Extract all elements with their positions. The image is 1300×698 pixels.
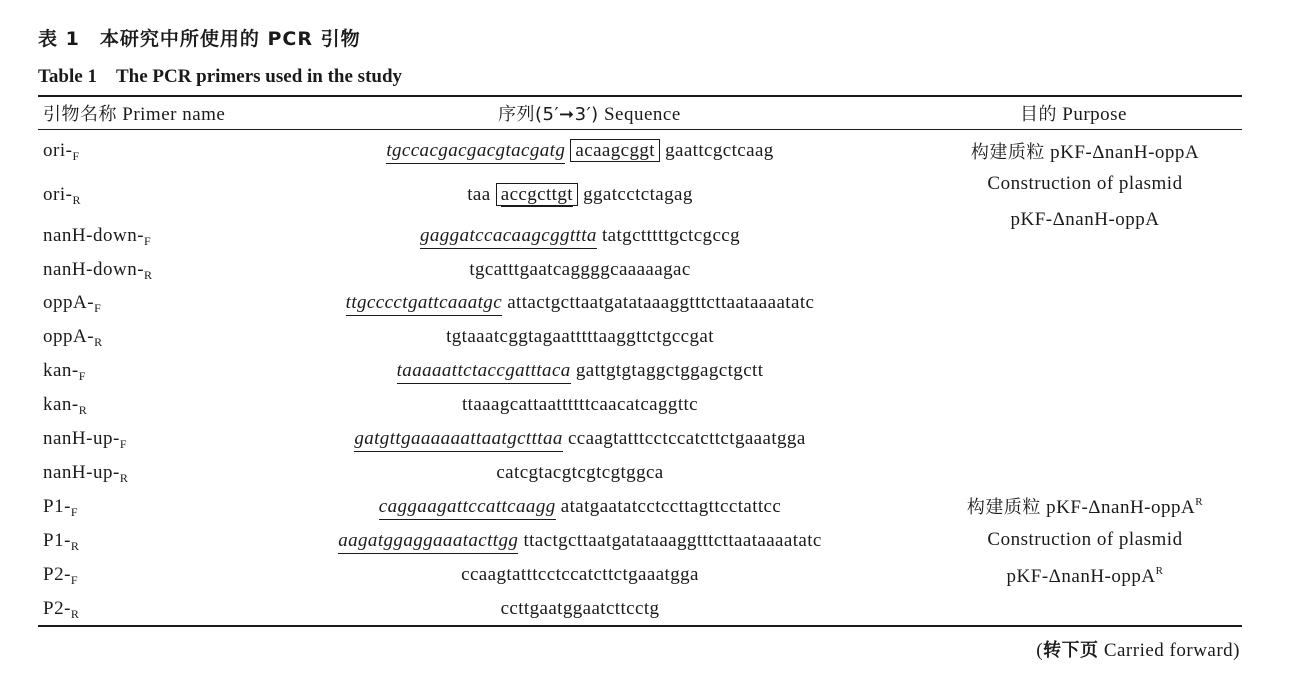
primer-direction: F	[78, 369, 86, 383]
primer-name	[43, 530, 79, 554]
primer-name	[43, 496, 78, 520]
primer-name-base: P1-	[43, 530, 71, 551]
sequence-main: tgcatttgaatcaggggcaaaaagac	[469, 259, 691, 280]
sequence-homology-arm: ttgcccctgattcaaatgc	[346, 292, 502, 316]
sequence-main: ttactgcttaatgatataaaggtttcttaataaaatatc	[523, 530, 822, 551]
continued-open-paren: (	[1036, 640, 1044, 661]
purpose-group-1-line-3: pKF-ΔnanH-oppA	[1010, 209, 1160, 230]
primer-name-base: kan-	[43, 360, 79, 381]
header-sequence	[498, 100, 681, 126]
primer-name-base: kan-	[43, 394, 79, 415]
table-bottom-rule	[38, 625, 1242, 627]
primer-sequence	[200, 428, 960, 450]
sequence-homology-arm: caggaagattccattcaagg	[379, 496, 556, 520]
primer-sequence	[200, 225, 960, 247]
primer-name-base: ori-	[43, 140, 73, 161]
primer-sequence	[200, 259, 960, 281]
primer-name	[43, 394, 87, 418]
primer-direction: F	[72, 149, 80, 163]
table-title-chinese: 表 1 本研究中所使用的 PCR 引物	[38, 28, 361, 50]
primer-name-base: nanH-up-	[43, 428, 120, 449]
primer-name	[43, 360, 86, 384]
sequence-main: ccaagtatttcctccatcttctgaaatgga	[461, 564, 699, 585]
table-header-rule	[38, 129, 1242, 130]
header-primer-name-cn: 引物名称	[43, 104, 117, 125]
purpose-group-2-line-1	[930, 493, 1240, 519]
primer-direction: F	[94, 301, 102, 315]
sequence-main: ggatcctctagag	[583, 184, 693, 205]
sequence-boxed-segment: acaagcggt	[570, 139, 660, 162]
purpose-group-1-line-1	[930, 138, 1240, 164]
sequence-main: gaattcgctcaag	[665, 140, 774, 161]
purpose-group-1-line-2: Construction of plasmid	[987, 173, 1183, 194]
primer-direction: R	[144, 268, 153, 282]
sequence-homology-arm: tgccacgacgacgtacgatg	[386, 140, 565, 164]
sequence-homology-arm: aagatggaggaaatacttgg	[338, 530, 518, 554]
primer-direction: R	[70, 607, 80, 621]
purpose-1-cn: 构建质粒	[970, 142, 1045, 163]
primer-name-base: ori-	[43, 184, 73, 205]
sequence-main: tgtaaatcggtagaatttttaaggttctgccgat	[446, 326, 714, 347]
sequence-main: attactgcttaatgatataaaggtttcttaataaaatatc	[507, 292, 815, 313]
primer-direction: F	[119, 437, 127, 451]
primer-name-base: P1-	[43, 496, 71, 517]
primer-direction: R	[94, 335, 103, 349]
header-purpose-cn: 目的	[1020, 104, 1057, 125]
purpose-group-2-line-2: Construction of plasmid	[987, 529, 1183, 550]
primer-name-base: nanH-down-	[43, 259, 145, 280]
sequence-main: catcgtacgtcgtcgtggca	[496, 462, 664, 483]
header-sequence-cn: 序列(5′➞3′)	[498, 104, 599, 125]
primer-name	[43, 184, 81, 208]
primer-name	[43, 326, 103, 350]
sequence-main: ccttgaatggaatcttcctg	[500, 598, 660, 619]
table-top-rule	[38, 95, 1242, 97]
primer-direction: F	[144, 234, 152, 248]
primer-direction: R	[78, 403, 88, 417]
sequence-main: tatgctttttgctcgccg	[601, 225, 741, 246]
purpose-1-plasmid: pKF-ΔnanH-oppA	[1050, 142, 1200, 163]
purpose-2-cn: 构建质粒	[966, 497, 1041, 518]
continued-close-paren: )	[1233, 640, 1240, 661]
header-primer-name-en: Primer name	[122, 104, 226, 125]
continued-note	[1036, 636, 1240, 662]
primer-sequence	[200, 292, 960, 314]
header-purpose	[1020, 100, 1127, 126]
purpose-2-plasmid-en: pKF-ΔnanH-oppA	[1006, 566, 1156, 587]
purpose-2-superscript-en: R	[1155, 565, 1164, 577]
primer-name	[43, 598, 79, 622]
header-purpose-en: Purpose	[1062, 104, 1127, 125]
primer-name	[43, 462, 128, 486]
primer-direction: R	[70, 539, 80, 553]
primer-name-base: P2-	[43, 598, 71, 619]
primer-sequence	[200, 394, 960, 416]
continued-en: Carried forward	[1103, 640, 1234, 661]
primer-name-base: nanH-down-	[43, 225, 145, 246]
sequence-prefix: taa	[467, 184, 491, 205]
primer-name	[43, 428, 127, 452]
continued-cn: 转下页	[1043, 640, 1099, 661]
primer-name	[43, 225, 151, 249]
primer-name-base: oppA-	[43, 326, 95, 347]
purpose-group-2-line-3	[930, 565, 1240, 588]
header-sequence-en: Sequence	[603, 104, 681, 125]
sequence-main: ccaagtatttcctccatcttctgaaatgga	[567, 428, 806, 449]
primer-direction: R	[72, 193, 81, 207]
sequence-boxed-segment: accgcttgt	[496, 183, 578, 206]
sequence-main: atatgaatatcctccttagttcctattcc	[560, 496, 782, 517]
primer-sequence	[200, 598, 960, 620]
primer-name	[43, 564, 78, 588]
primer-direction: F	[70, 573, 79, 587]
sequence-homology-arm: gaggatccacaagcggttta	[420, 225, 597, 249]
primer-sequence	[200, 530, 960, 552]
primer-name-base: nanH-up-	[43, 462, 120, 483]
table-title-english: Table 1 The PCR primers used in the study	[38, 66, 403, 87]
primer-name-base: P2-	[43, 564, 71, 585]
sequence-main: gattgtgtaggctggagctgctt	[575, 360, 764, 381]
primer-sequence	[200, 140, 960, 162]
primer-sequence	[200, 564, 960, 586]
sequence-homology-arm: gatgttgaaaaaattaatgctttaa	[354, 428, 562, 452]
primer-name-base: oppA-	[43, 292, 95, 313]
primer-name	[43, 259, 153, 283]
header-primer-name	[43, 100, 225, 126]
primer-sequence	[200, 496, 960, 518]
primer-name	[43, 292, 101, 316]
sequence-main: ttaaagcattaattttttcaacatcaggttc	[461, 394, 699, 415]
primer-direction: F	[70, 505, 79, 519]
primer-name	[43, 140, 80, 164]
primer-sequence	[200, 184, 960, 206]
purpose-2-plasmid: pKF-ΔnanH-oppA	[1046, 497, 1196, 518]
primer-sequence	[200, 326, 960, 348]
sequence-homology-arm: taaaaattctaccgatttaca	[397, 360, 571, 384]
primer-direction: R	[119, 471, 129, 485]
primer-sequence	[200, 462, 960, 484]
primer-sequence	[200, 360, 960, 382]
purpose-2-superscript: R	[1195, 496, 1204, 508]
